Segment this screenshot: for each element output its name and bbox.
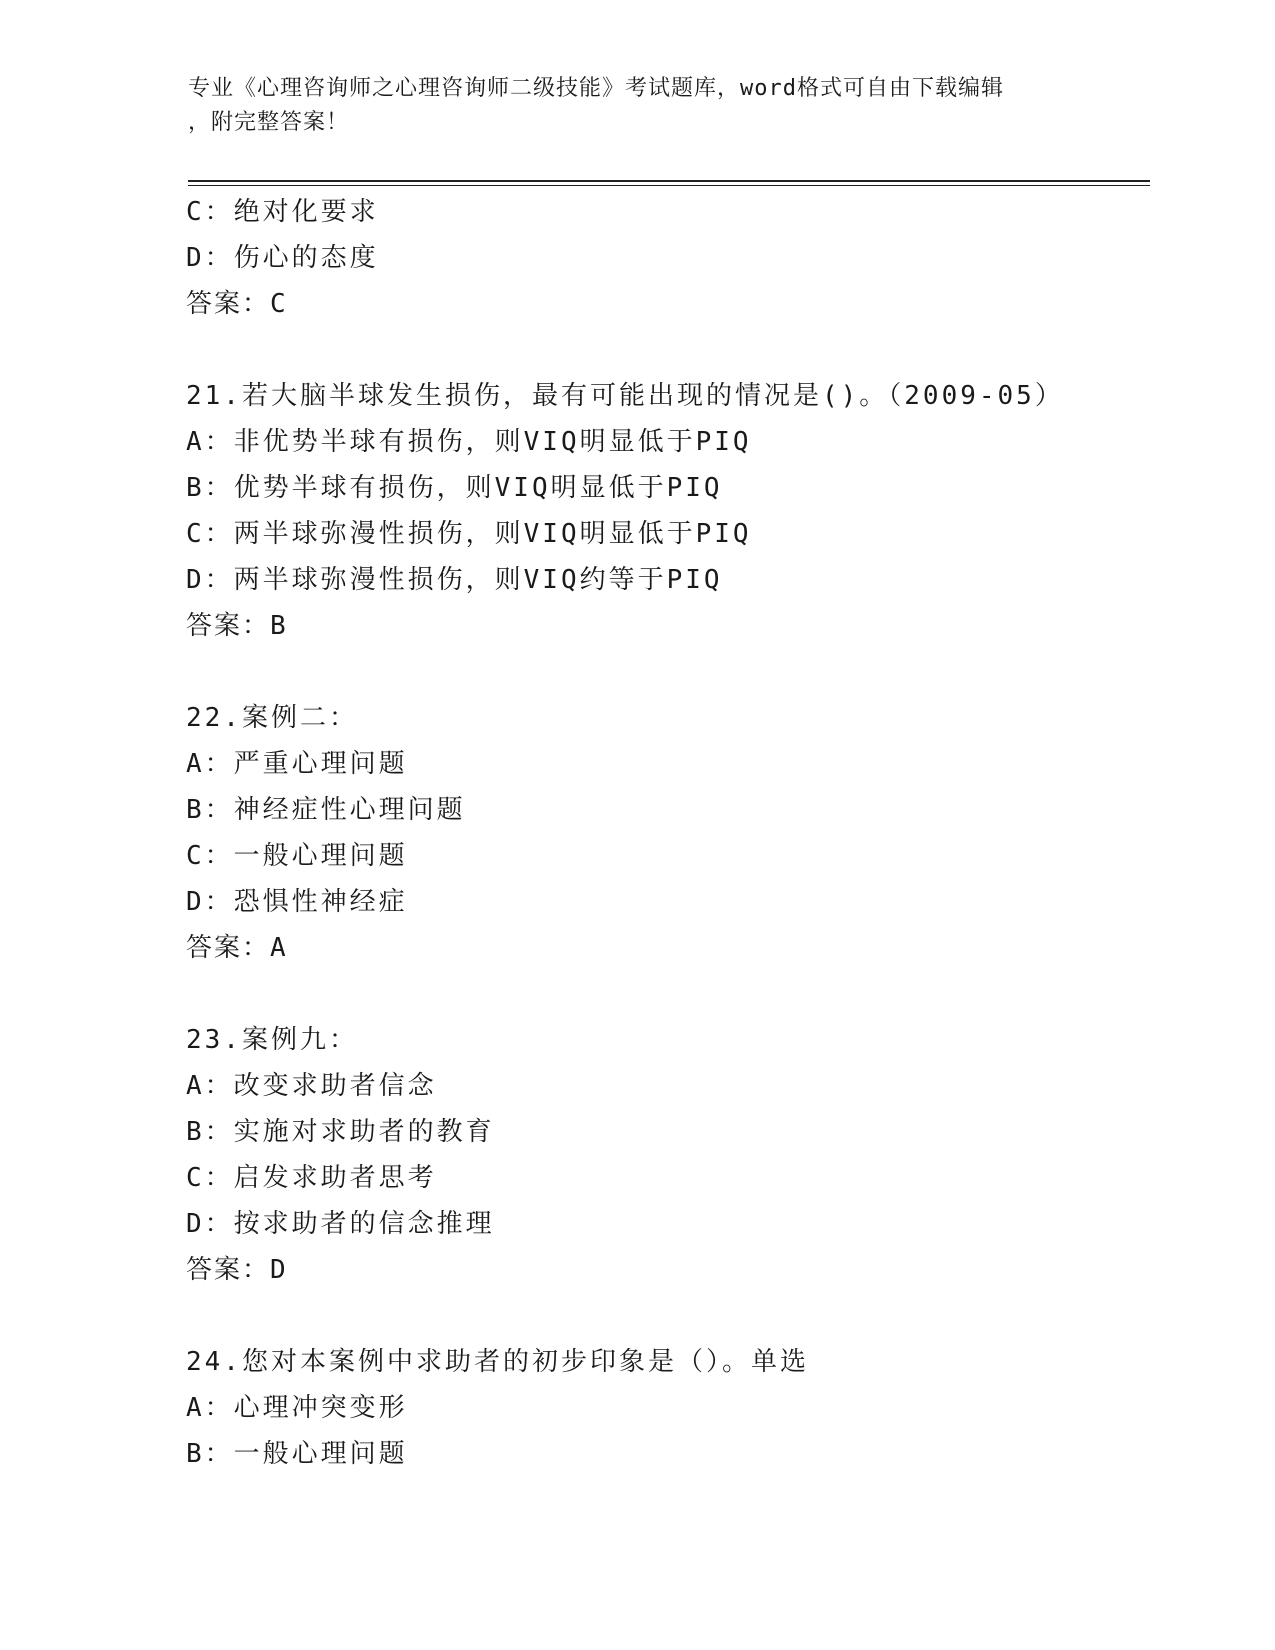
option-a: A：非优势半球有损伤，则VIQ明显低于PIQ (186, 427, 752, 457)
question-stem: 21.若大脑半球发生损伤，最有可能出现的情况是()。（2009-05） (186, 381, 1064, 411)
spacer (186, 971, 1146, 1017)
spacer (186, 1293, 1146, 1339)
option-b: B：实施对求助者的教育 (186, 1117, 495, 1147)
option-a: A：改变求助者信念 (186, 1071, 437, 1101)
option-c: C：启发求助者思考 (186, 1163, 437, 1193)
answer-line (186, 603, 1146, 649)
header-title-line-2: ，附完整答案！ (188, 110, 350, 135)
spacer (186, 649, 1146, 695)
answer-label: 答案： (186, 933, 271, 963)
spacer (186, 327, 1146, 373)
question-24 (186, 1339, 1146, 1477)
header-title-line-1: 专业《心理咨询师之心理咨询师二级技能》考试题库，word格式可自由下载编辑 (188, 76, 1004, 101)
option-c: C：一般心理问题 (186, 841, 408, 871)
option-b: B：神经症性心理问题 (186, 795, 466, 825)
answer-label: 答案： (186, 611, 271, 641)
answer-line (186, 1247, 1146, 1293)
option-a: A：心理冲突变形 (186, 1393, 408, 1423)
question-20-continued (186, 189, 1146, 327)
option-a: A：严重心理问题 (186, 749, 408, 779)
question-22 (186, 695, 1146, 971)
question-stem: 23.案例九： (186, 1025, 358, 1055)
question-stem: 24.您对本案例中求助者的初步印象是（）。单选 (186, 1347, 809, 1377)
answer-value: A (270, 933, 288, 963)
answer-line (186, 925, 1146, 971)
header-divider-thick (188, 180, 1150, 182)
answer-value: C (270, 289, 288, 319)
answer-value: B (270, 611, 288, 641)
option-b: B：一般心理问题 (186, 1439, 408, 1469)
answer-label: 答案： (186, 289, 271, 319)
option-c: C：两半球弥漫性损伤，则VIQ明显低于PIQ (186, 519, 752, 549)
option-b: B：优势半球有损伤，则VIQ明显低于PIQ (186, 473, 723, 503)
option-d: D：恐惧性神经症 (186, 887, 408, 917)
exam-content (186, 189, 1146, 1477)
option-d: D：两半球弥漫性损伤，则VIQ约等于PIQ (186, 565, 723, 595)
question-23 (186, 1017, 1146, 1293)
question-stem: 22.案例二： (186, 703, 358, 733)
header-divider-thin (188, 185, 1150, 186)
answer-label: 答案： (186, 1255, 271, 1285)
answer-value: D (270, 1255, 288, 1285)
option-c: C：绝对化要求 (186, 197, 379, 227)
option-d: D：按求助者的信念推理 (186, 1209, 495, 1239)
answer-line (186, 281, 1146, 327)
option-d: D：伤心的态度 (186, 243, 379, 273)
page-header (188, 72, 1088, 140)
question-21 (186, 373, 1146, 649)
